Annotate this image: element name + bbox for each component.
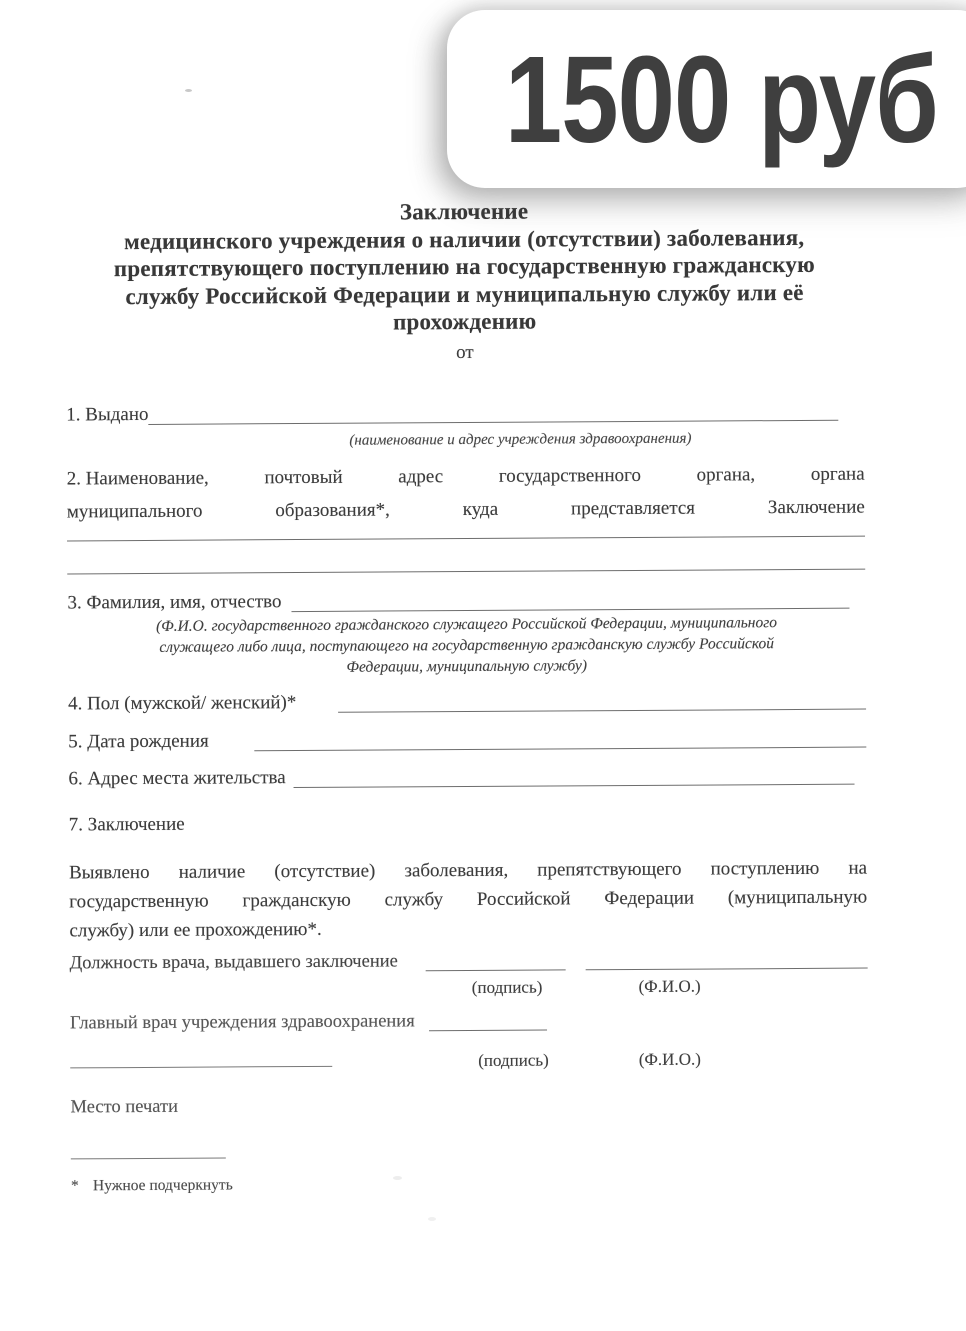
title-line: службу Российской Федерации и муниципальную службу или её: [125, 279, 804, 309]
name-caption: (Ф.И.О.): [638, 1049, 701, 1069]
field-birthdate-label: 5. Дата рождения: [68, 730, 209, 752]
word: на: [848, 857, 868, 879]
stamp-place-label: Место печати: [70, 1096, 179, 1117]
word: Заключение: [767, 496, 865, 518]
name-caption: (Ф.И.О.): [638, 976, 701, 996]
word: государственную: [69, 890, 209, 912]
field-sex-blank-line: [338, 686, 866, 712]
price-badge-label: 1500 руб: [504, 30, 938, 168]
conclusion-line-3: службу) или ее прохождению*.: [69, 918, 322, 941]
word: Выявлено: [68, 861, 150, 883]
field-issued-caption: (наименование и адрес учреждения здравоохранения): [349, 430, 692, 449]
footnote: [71, 1168, 869, 1199]
field-address-blank-line: [294, 761, 855, 787]
doctor-signature-row: [70, 945, 868, 976]
word: представляется: [570, 497, 696, 519]
from-label: от: [456, 341, 474, 363]
word: (отсутствие): [274, 860, 376, 882]
signature-blank-line: [426, 947, 566, 971]
word: наличие: [178, 860, 246, 883]
field-address-row: [68, 761, 866, 792]
word: 2. Наименование,: [66, 467, 209, 489]
blank-line: [67, 536, 865, 574]
word: препятствующего: [537, 858, 682, 881]
field-org-line-2: [67, 490, 865, 528]
field-name-label: 3. Фамилия, имя, отчество: [67, 590, 282, 613]
name-blank-line: [586, 945, 868, 970]
word: почтовый: [264, 466, 343, 488]
field-name-blank-line: [291, 585, 849, 611]
word: Российской: [476, 887, 571, 910]
title-line: медицинского учреждения о наличии (отсутствии) заболевания,: [124, 224, 805, 254]
word: службу: [384, 888, 444, 911]
head-doctor-label: Главный врач учреждения здравоохранения: [69, 1010, 415, 1033]
field-birthdate-blank-line: [255, 724, 867, 751]
field-issued-label: 1. Выдано: [66, 403, 149, 425]
scan-speck: [185, 89, 192, 92]
footnote-asterisk: *: [70, 1176, 79, 1194]
signature-caption: (подпись): [478, 1050, 549, 1070]
word: (муниципальную: [727, 886, 868, 908]
word: органа,: [696, 463, 756, 486]
price-badge: [447, 10, 966, 188]
spacer: [547, 1005, 868, 1033]
field-org-row: [67, 457, 866, 574]
word: куда: [462, 498, 499, 520]
word: органа: [810, 463, 865, 485]
signature-captions-row: [70, 972, 868, 1003]
word: поступлению: [710, 857, 820, 880]
field-sex-row: [68, 686, 866, 717]
field-org-line-1: [67, 457, 865, 495]
field-sex-label: 4. Пол (мужской/ женский)*: [67, 691, 297, 714]
doctor-signature-label: Должность врача, выдавшего заключение: [69, 950, 398, 973]
field-issued-blank-line: [148, 397, 838, 424]
signature-blank-line: [429, 1007, 547, 1031]
field-birthdate-row: [68, 724, 866, 755]
conclusion-line-2: [69, 882, 867, 916]
signature-blank-line: [70, 1049, 332, 1068]
word: заболевания,: [404, 859, 509, 881]
footnote-separator-line: [71, 1155, 226, 1159]
scan-speck: [428, 1217, 436, 1221]
medical-form-document: [65, 196, 869, 1199]
word: образования*,: [275, 498, 390, 521]
caption-line: Федерации, муниципальную службу): [346, 656, 588, 676]
field-name-caption: [67, 611, 865, 679]
word: Федерации: [604, 887, 695, 909]
word: адрес: [398, 465, 444, 487]
word: муниципального: [66, 500, 203, 522]
document-title: [65, 196, 864, 338]
head-doctor-captions-row: [70, 1045, 868, 1076]
head-doctor-row: [70, 1005, 868, 1036]
word: государственного: [498, 464, 641, 487]
conclusion-paragraph: [69, 853, 868, 945]
field-issued-row: [66, 397, 864, 428]
caption-line: (Ф.И.О. государственного гражданского служащего Российской Федерации, муниципального: [156, 613, 778, 635]
field-conclusion-label: 7. Заключение: [68, 813, 185, 835]
signature-caption: (подпись): [471, 977, 543, 997]
title-line: Заключение: [399, 198, 529, 225]
field-address-label: 6. Адрес места жительства: [68, 766, 286, 789]
footnote-text: Нужное подчеркнуть: [92, 1175, 233, 1194]
caption-line: служащего либо лица, поступающего на государственную гражданскую службу Российской: [159, 634, 775, 656]
title-line: прохождению: [392, 308, 537, 335]
title-line: препятствующего поступлению на государственную гражданскую: [113, 251, 815, 282]
word: гражданскую: [242, 889, 351, 911]
